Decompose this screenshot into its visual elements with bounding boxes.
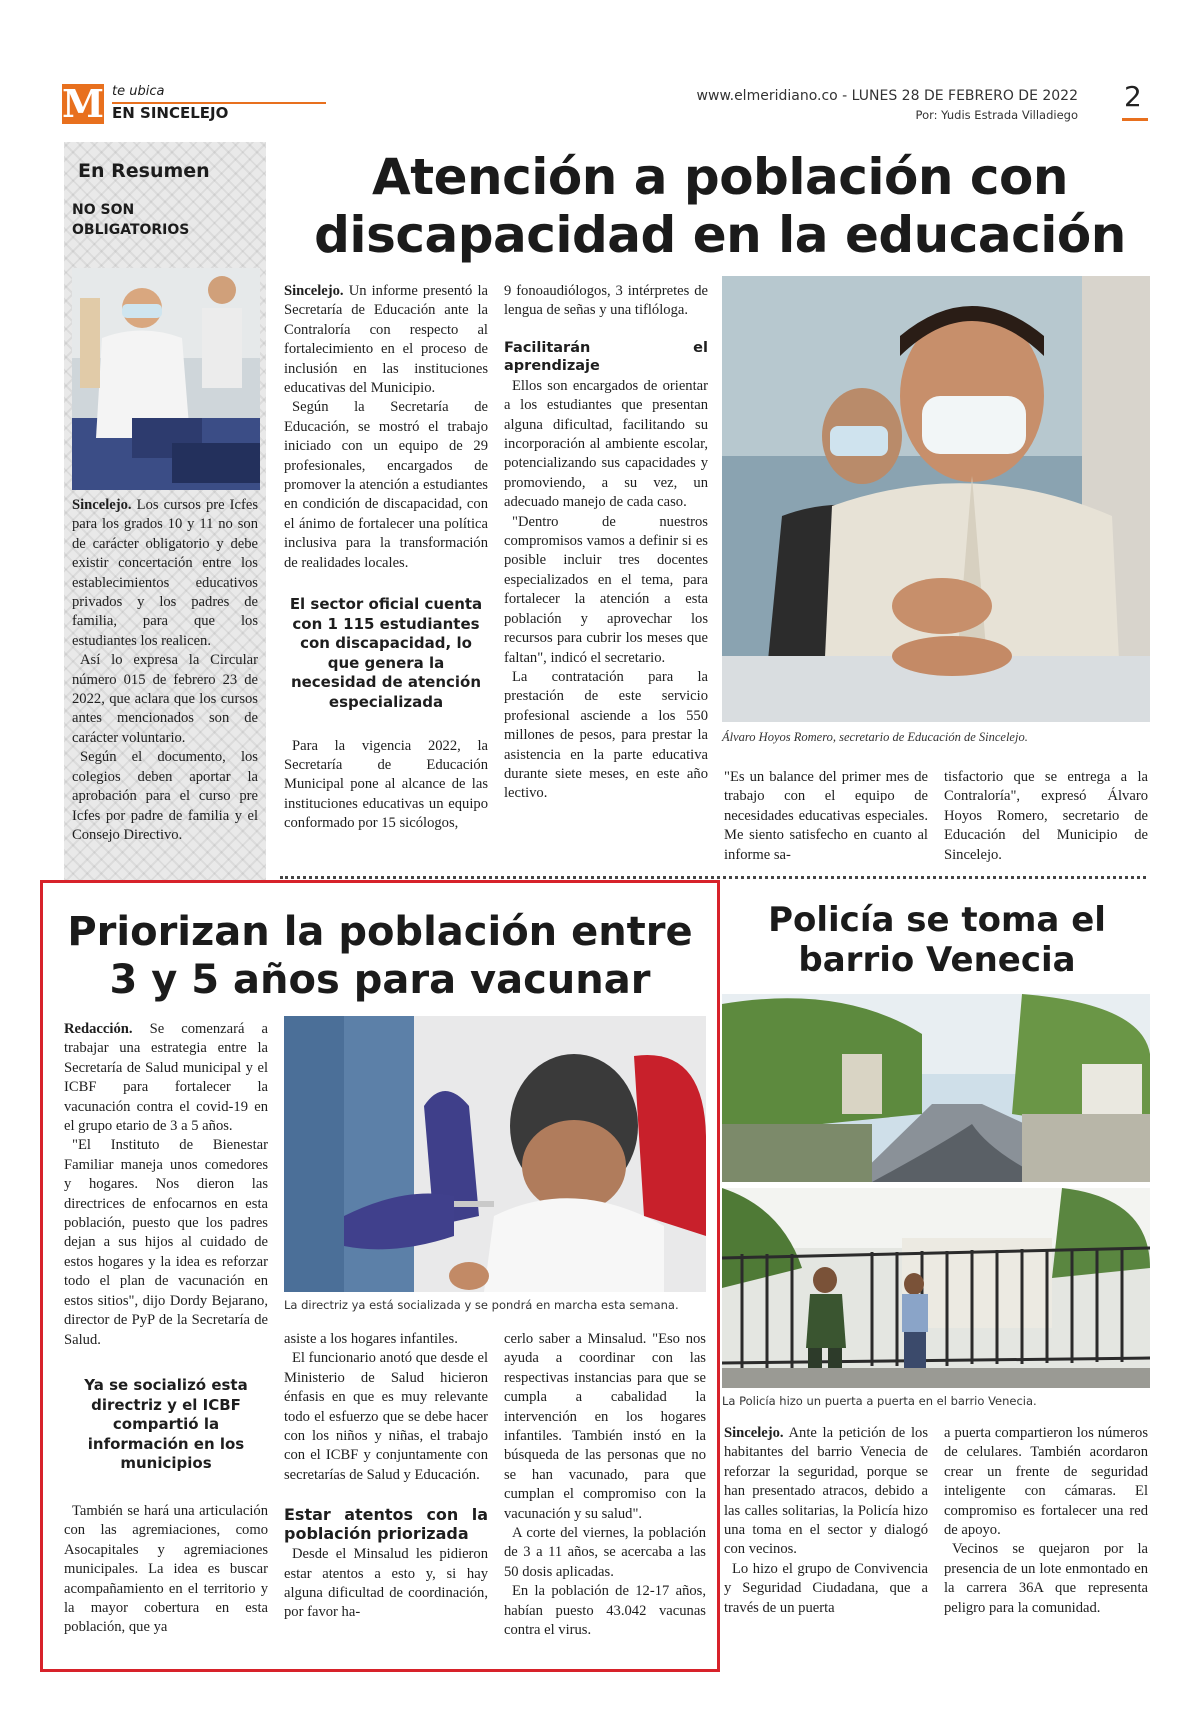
main-pullquote: El sector oficial cuenta con 1 115 estudiantes con discapacidad, lo que genera la necesidad de atención especializada	[289, 595, 483, 712]
vaccine-paragraph: asiste a los hogares infantiles.	[284, 1331, 458, 1347]
main-subhead: Facilitarán el aprendizaje	[504, 339, 708, 374]
vaccine-headline-line1: Priorizan la población entre	[67, 909, 693, 955]
section-kicker: te ubica	[112, 84, 165, 99]
vaccine-paragraph: Desde el Minsalud les pidieron estar atentos a esto y, si hay alguna dificultad de coordinación, por favor ha-	[284, 1546, 488, 1621]
main-paragraph: Según la Secretaría de Educación, se mostró el trabajo iniciado con un equipo de 29 profesionales, encargados de promover la atención a estudiantes en condición de discapacidad, con el ánimo de fortalecer una política inclusiva para la transformación de realidades locales.	[284, 399, 488, 571]
main-col-4	[944, 768, 1148, 865]
sidebar-paragraph: Así lo expresa la Circular número 015 de febrero 23 de 2022, que aclara que los cursos antes mencionados son de carácter voluntario.	[72, 652, 258, 746]
main-col-2	[504, 282, 708, 804]
main-headline	[280, 148, 1160, 264]
main-paragraph: Un informe presentó la Secretaría de Educación ante la Contraloría con respecto al fortalecimiento en el proceso de inclusión en las instituciones educativas del Municipio.	[284, 283, 488, 397]
section-name: EN SINCELEJO	[112, 104, 229, 122]
secretary-photo	[722, 276, 1150, 722]
vaccination-photo-caption: La directriz ya está socializada y se pondrá en marcha esta semana.	[284, 1298, 679, 1312]
page-number: 2	[1124, 80, 1142, 113]
page-number-rule	[1122, 118, 1148, 121]
vaccine-col-2	[284, 1330, 488, 1623]
main-paragraph: tisfactorio que se entrega a la Contraloría", expresó Álvaro Hoyos Romero, secretario de Educación del Municipio de Sincelejo.	[944, 769, 1148, 863]
newspaper-logo: M	[62, 81, 105, 126]
secretary-photo-caption: Álvaro Hoyos Romero, secretario de Educación de Sincelejo.	[722, 730, 1028, 744]
sidebar-subtitle: NO SON OBLIGATORIOS	[72, 202, 190, 238]
police-paragraph: Lo hizo el grupo de Convivencia y Seguridad Ciudadana, que a través de un puerta	[724, 1560, 928, 1616]
site-and-date: www.elmeridiano.co - LUNES 28 DE FEBRERO DE 2022	[696, 88, 1078, 104]
vaccine-paragraph: A corte del viernes, la población de 3 a 11 años, se acercaba a las 50 dosis aplicadas.	[504, 1525, 706, 1580]
police-headline-line2: barrio Venecia	[798, 940, 1076, 980]
vaccine-paragraph: También se hará una articulación con las agremiaciones, como Asocapitales y agremiaciones municipales. La idea es buscar acompañamiento en el territorio y la mayor cobertura en esta población, que ya	[64, 1502, 268, 1636]
vaccine-paragraph: "El Instituto de Bienestar Familiar maneja unos comedores y hogares. Nos dieron las directrices de enfocarnos en esta población, puesto que los padres dejan a sus hijos al cuidado de estos hogares y la idea es reforzar todo el plan de vacunación en estos sitios", dijo Dordy Bejarano, director de PyP de la Secretaría de Salud.	[64, 1137, 268, 1348]
vaccine-paragraph: Se comenzará a trabajar una estrategia entre la Secretaría de Salud municipal y el ICBF para fortalecer la vacunación contra el covid-19 en el grupo etario de 3 a 5 años.	[64, 1021, 268, 1135]
vaccine-col-1	[64, 1020, 268, 1638]
sidebar-lead: Sincelejo.	[72, 497, 132, 513]
main-paragraph: 9 fonoaudiólogos, 3 intérpretes de lengua de señas y una tiflóloga.	[504, 283, 708, 319]
main-paragraph: La contratación para la prestación de este servicio profesional asciende a los 550 millones de pesos, para prestar la asistencia en la parte educativa durante siete meses, en este año lectivo.	[504, 668, 708, 802]
police-photo-caption: La Policía hizo un puerta a puerta en el barrio Venecia.	[722, 1394, 1037, 1408]
main-paragraph: Para la vigencia 2022, la Secretaría de Educación Municipal pone al alcance de las instituciones educativas un equipo conformado por 15 sicólogos,	[284, 737, 488, 832]
vaccine-lead: Redacción.	[64, 1021, 133, 1037]
vaccine-col-3	[504, 1330, 706, 1641]
police-paragraph: Ante la petición de los habitantes del barrio Venecia de reforzar la seguridad, porque se han presentado atracos, debido a las calles solitarias, la Policía hizo una toma en el sector y dialogó con vecinos.	[724, 1425, 928, 1558]
police-headline	[722, 900, 1152, 980]
vaccine-headline-line2: 3 y 5 años para vacunar	[109, 957, 651, 1003]
sidebar-paragraph: Los cursos pre Icfes para los grados 10 y 11 no son de carácter obligatorio y debe existir concertación entre los establecimientos educativos privados y los padres de familia, para que los estudiantes los realicen.	[72, 497, 258, 649]
vaccine-paragraph: cerlo saber a Minsalud. "Eso nos ayuda a coordinar con las respectivas instancias para que se cumpla a cabalidad la intervención en los hogares infantiles. También instó en la búsqueda de las personas que no se han vacunado, para que cumplan el compromiso con la vacunación y su salud".	[504, 1331, 706, 1522]
main-paragraph: "Es un balance del primer mes de trabajo con el equipo de necesidades educativas especiales. Me siento satisfecho en cuanto al informe sa-	[724, 769, 928, 863]
section-divider	[280, 876, 1146, 879]
main-col-1	[284, 282, 488, 834]
vaccine-headline	[60, 908, 700, 1004]
main-col-3	[724, 768, 928, 865]
street-photo	[722, 994, 1150, 1182]
main-headline-line1: Atención a población con	[372, 148, 1068, 206]
vaccine-subhead: Estar atentos con la población priorizada	[284, 1505, 488, 1544]
sidebar-body	[72, 496, 258, 845]
vaccine-pullquote: Ya se socializó esta directriz y el ICBF compartió la información en los municipios	[84, 1375, 248, 1473]
police-col-1	[724, 1424, 928, 1618]
vaccine-paragraph: En la población de 12-17 años, habían puesto 43.042 vacunas contra el virus.	[504, 1583, 706, 1639]
police-gate-photo	[722, 1188, 1150, 1388]
main-headline-line2: discapacidad en la educación	[314, 206, 1126, 264]
sidebar-paragraph: Según el documento, los colegios deben aportar la aprobación para el curso pre Icfes por padre de familia y el Consejo Directivo.	[72, 749, 258, 843]
main-lead: Sincelejo.	[284, 283, 344, 299]
vaccination-photo	[284, 1016, 706, 1292]
main-paragraph: Ellos son encargados de orientar a los estudiantes que presentan alguna dificultad, facilitando su incorporación al ambiente escolar, potencializando sus capacidades y promoviendo, a su vez, un adecuado manejo de cada caso.	[504, 377, 708, 511]
police-paragraph: Vecinos se quejaron por la presencia de un lote enmontado en la carrera 36A que representa peligro para la comunidad.	[944, 1541, 1148, 1616]
police-col-2	[944, 1424, 1148, 1618]
main-paragraph: "Dentro de nuestros compromisos vamos a definir si es posible incluir tres docentes especializados en el tema, para fortalecer la atención a esta población y aprovechar los recursos para cubrir los meses que faltan", indicó el secretario.	[504, 513, 708, 666]
police-paragraph: a puerta compartieron los números de celulares. También acordaron crear un frente de seguridad inteligente con cámaras. El compromiso es fortalecer una red de apoyo.	[944, 1425, 1148, 1539]
byline: Por: Yudis Estrada Villadiego	[915, 108, 1078, 122]
sidebar-title: En Resumen	[78, 160, 210, 182]
vaccine-paragraph: El funcionario anotó que desde el Ministerio de Salud hicieron énfasis en que es muy relevante todo el esfuerzo que se debe hacer con los niños y niñas, el trabajo con el ICBF y conjuntamente con secretarías de Salud y Educación.	[284, 1350, 488, 1483]
police-lead: Sincelejo.	[724, 1425, 784, 1441]
students-photo	[72, 268, 260, 490]
police-headline-line1: Policía se toma el	[768, 900, 1106, 940]
